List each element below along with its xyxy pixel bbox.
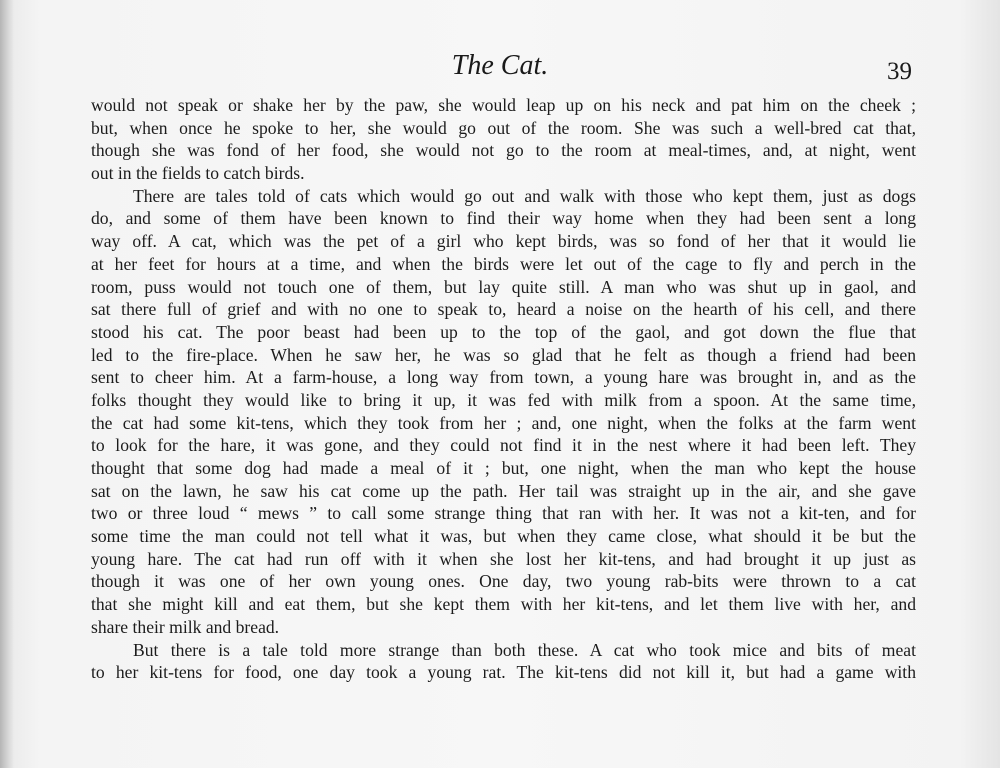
paragraph [91,639,916,684]
text-line: some time the man could not tell what it was, but when they came close, what should it be but the [91,526,916,547]
text-line: the cat had some kit-tens, which they took from her ; and, one night, when the folks at the farm went [91,412,916,433]
text-line: though it was one of her own young ones. One day, two young rab-bits were thrown to a cat [91,571,916,592]
text-line: way off. A cat, which was the pet of a girl who kept birds, was so fond of her that it would lie [91,231,916,252]
text-line: But there is a tale told more strange than both these. A cat who took mice and bits of meat [133,639,916,660]
text-line: thought that some dog had made a meal of it ; but, one night, when the man who kept the house [91,458,916,478]
paragraph [91,185,916,639]
body-text [91,94,916,684]
text-line: would not speak or shake her by the paw, she would leap up on his neck and pat him on the cheek ; [91,95,916,115]
text-line: sat on the lawn, he saw his cat come up the path. Her tail was straight up in the air, and she gave [91,480,916,501]
running-head-title: The Cat. [451,50,549,81]
paragraph [91,94,916,185]
text-line: but, when once he spoke to her, she would go out of the room. She was such a well-bred cat that, [91,117,916,138]
text-line: two or three loud “ mews ” to call some strange thing that ran with her. It was not a kit-ten, and for [91,503,916,524]
text-line: to look for the hare, it was gone, and they could not find it in the nest where it had been left. They [91,435,916,456]
page-gutter-shadow [0,0,14,768]
page-number: 39 [887,58,912,85]
text-line: though she was fond of her food, she would not go to the room at meal-times, and, at night, went [91,140,916,161]
text-line: out in the fields to catch birds. [91,163,305,184]
text-line: sent to cheer him. At a farm-house, a long way from town, a young hare was brought in, and as the [91,367,916,388]
text-line: room, puss would not touch one of them, but lay quite still. A man who was shut up in gaol, and [91,276,916,297]
text-line: young hare. The cat had run off with it when she lost her kit-tens, and had brought it up just as [91,548,916,569]
text-line: led to the fire-place. When he saw her, he was so glad that he felt as though a friend had been [91,344,916,365]
text-line: stood his cat. The poor beast had been up to the top of the gaol, and got down the flue that [91,321,916,342]
text-line: There are tales told of cats which would go out and walk with those who kept them, just as dogs [133,185,916,206]
text-line: share their milk and bread. [91,616,280,637]
text-line: that she might kill and eat them, but she kept them with her kit-tens, and let them live with her, and [91,594,916,615]
text-line: to her kit-tens for food, one day took a young rat. The kit-tens did not kill it, but had a game with [91,662,916,683]
text-line: at her feet for hours at a time, and when the birds were let out of the cage to fly and perch in the [91,253,916,274]
text-line: do, and some of them have been known to find their way home when they had been sent a long [91,208,916,229]
text-line: folks thought they would like to bring it up, it was fed with milk from a spoon. At the same time, [91,389,916,410]
text-line: sat there full of grief and with no one to speak to, heard a noise on the hearth of his cell, and there [91,299,916,320]
